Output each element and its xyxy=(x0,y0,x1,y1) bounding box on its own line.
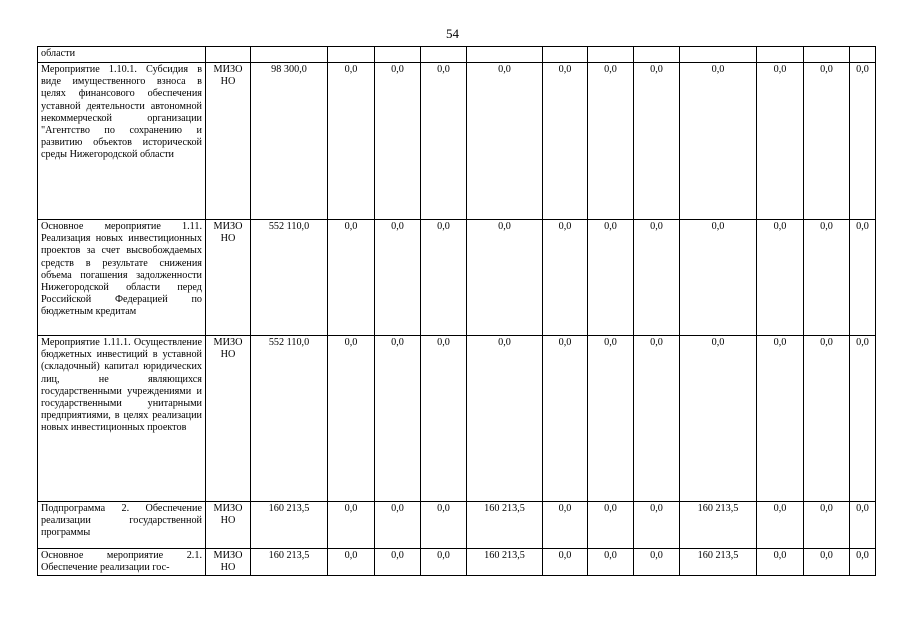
funding-cell: 160 213,5 xyxy=(251,502,328,549)
funding-cell: 0,0 xyxy=(757,549,804,576)
funding-cell: 0,0 xyxy=(421,220,467,336)
table-row xyxy=(38,220,876,336)
table-row xyxy=(38,549,876,576)
funding-cell: 0,0 xyxy=(328,220,375,336)
funding-cell: 0,0 xyxy=(757,502,804,549)
funding-cell: 160 213,5 xyxy=(251,549,328,576)
funding-cell: 0,0 xyxy=(375,502,421,549)
funding-cell: 0,0 xyxy=(588,502,634,549)
funding-cell: 0,0 xyxy=(588,63,634,220)
funding-cell: 98 300,0 xyxy=(251,63,328,220)
row-executor: МИЗО НО xyxy=(206,220,251,336)
funding-cell: 0,0 xyxy=(804,502,850,549)
table-row xyxy=(38,336,876,502)
funding-cell xyxy=(757,47,804,63)
funding-cell: 160 213,5 xyxy=(467,549,543,576)
page-number: 54 xyxy=(446,26,459,41)
funding-cell: 0,0 xyxy=(543,220,588,336)
row-description: Мероприятие 1.10.1. Субсидия в виде имущественного взноса в целях финансового обеспечения уставной деятельности автономной некоммерческой организации "Агентство по сохранению и развитию объектов исторической среды Нижегородской области xyxy=(38,63,206,220)
funding-cell xyxy=(421,47,467,63)
funding-cell: 0,0 xyxy=(421,502,467,549)
funding-cell: 0,0 xyxy=(543,336,588,502)
funding-cell xyxy=(588,47,634,63)
table-body xyxy=(38,47,876,576)
funding-cell: 0,0 xyxy=(588,336,634,502)
funding-cell: 552 110,0 xyxy=(251,336,328,502)
funding-cell: 160 213,5 xyxy=(680,502,757,549)
funding-cell xyxy=(543,47,588,63)
funding-cell: 0,0 xyxy=(328,336,375,502)
funding-cell: 0,0 xyxy=(421,63,467,220)
table-row xyxy=(38,63,876,220)
funding-cell: 0,0 xyxy=(680,220,757,336)
funding-cell: 0,0 xyxy=(634,549,680,576)
funding-cell: 0,0 xyxy=(543,502,588,549)
funding-cell: 0,0 xyxy=(757,63,804,220)
funding-cell: 0,0 xyxy=(804,336,850,502)
funding-cell: 0,0 xyxy=(421,549,467,576)
funding-cell: 0,0 xyxy=(467,220,543,336)
funding-cell: 0,0 xyxy=(680,336,757,502)
funding-cell: 552 110,0 xyxy=(251,220,328,336)
funding-cell xyxy=(634,47,680,63)
funding-cell: 0,0 xyxy=(850,63,876,220)
funding-cell: 0,0 xyxy=(328,502,375,549)
row-description: Мероприятие 1.11.1. Осуществление бюджетных инвестиций в уставной (складочный) капитал юридических лиц, не являющихся государственными учреждениями и государственными унитарными предприятиями, в целях реализации новых инвестиционных проектов xyxy=(38,336,206,502)
table-row xyxy=(38,502,876,549)
row-executor: МИЗО НО xyxy=(206,63,251,220)
row-description: Подпрограмма 2. Обеспечение реализации государственной программы xyxy=(38,502,206,549)
row-executor: МИЗО НО xyxy=(206,502,251,549)
funding-cell: 0,0 xyxy=(850,336,876,502)
table-row xyxy=(38,47,876,63)
funding-cell xyxy=(680,47,757,63)
funding-cell: 0,0 xyxy=(375,220,421,336)
funding-cell: 0,0 xyxy=(634,63,680,220)
funding-cell: 0,0 xyxy=(375,549,421,576)
funding-cell: 0,0 xyxy=(467,63,543,220)
funding-cell: 0,0 xyxy=(850,502,876,549)
funding-cell: 0,0 xyxy=(588,549,634,576)
funding-cell: 0,0 xyxy=(804,549,850,576)
funding-cell xyxy=(850,47,876,63)
funding-cell: 0,0 xyxy=(804,220,850,336)
row-description: Основное мероприятие 1.11. Реализация новых инвестиционных проектов за счет высвобождаемых средств в результате снижения объема погашения задолженности Нижегородской области перед Российской Федерацией по бюджетным кредитам xyxy=(38,220,206,336)
row-description: Основное мероприятие 2.1. Обеспечение реализации гос- xyxy=(38,549,206,576)
funding-cell: 0,0 xyxy=(328,63,375,220)
row-executor: МИЗО НО xyxy=(206,336,251,502)
funding-cell: 0,0 xyxy=(375,336,421,502)
funding-cell: 0,0 xyxy=(328,549,375,576)
row-description: области xyxy=(38,47,206,63)
funding-cell: 0,0 xyxy=(543,549,588,576)
funding-cell: 0,0 xyxy=(804,63,850,220)
funding-cell: 0,0 xyxy=(850,549,876,576)
funding-cell: 0,0 xyxy=(588,220,634,336)
funding-cell: 0,0 xyxy=(634,502,680,549)
funding-cell: 0,0 xyxy=(634,336,680,502)
funding-cell: 0,0 xyxy=(467,336,543,502)
budget-table xyxy=(37,46,876,576)
funding-cell: 160 213,5 xyxy=(680,549,757,576)
funding-cell: 0,0 xyxy=(850,220,876,336)
funding-cell: 0,0 xyxy=(680,63,757,220)
funding-cell: 0,0 xyxy=(757,336,804,502)
funding-cell xyxy=(804,47,850,63)
funding-cell: 0,0 xyxy=(757,220,804,336)
row-executor: МИЗО НО xyxy=(206,549,251,576)
funding-cell: 0,0 xyxy=(421,336,467,502)
funding-cell xyxy=(375,47,421,63)
funding-cell: 0,0 xyxy=(375,63,421,220)
row-executor xyxy=(206,47,251,63)
funding-cell xyxy=(251,47,328,63)
funding-cell: 0,0 xyxy=(543,63,588,220)
funding-cell xyxy=(467,47,543,63)
funding-cell xyxy=(328,47,375,63)
funding-cell: 0,0 xyxy=(634,220,680,336)
funding-cell: 160 213,5 xyxy=(467,502,543,549)
